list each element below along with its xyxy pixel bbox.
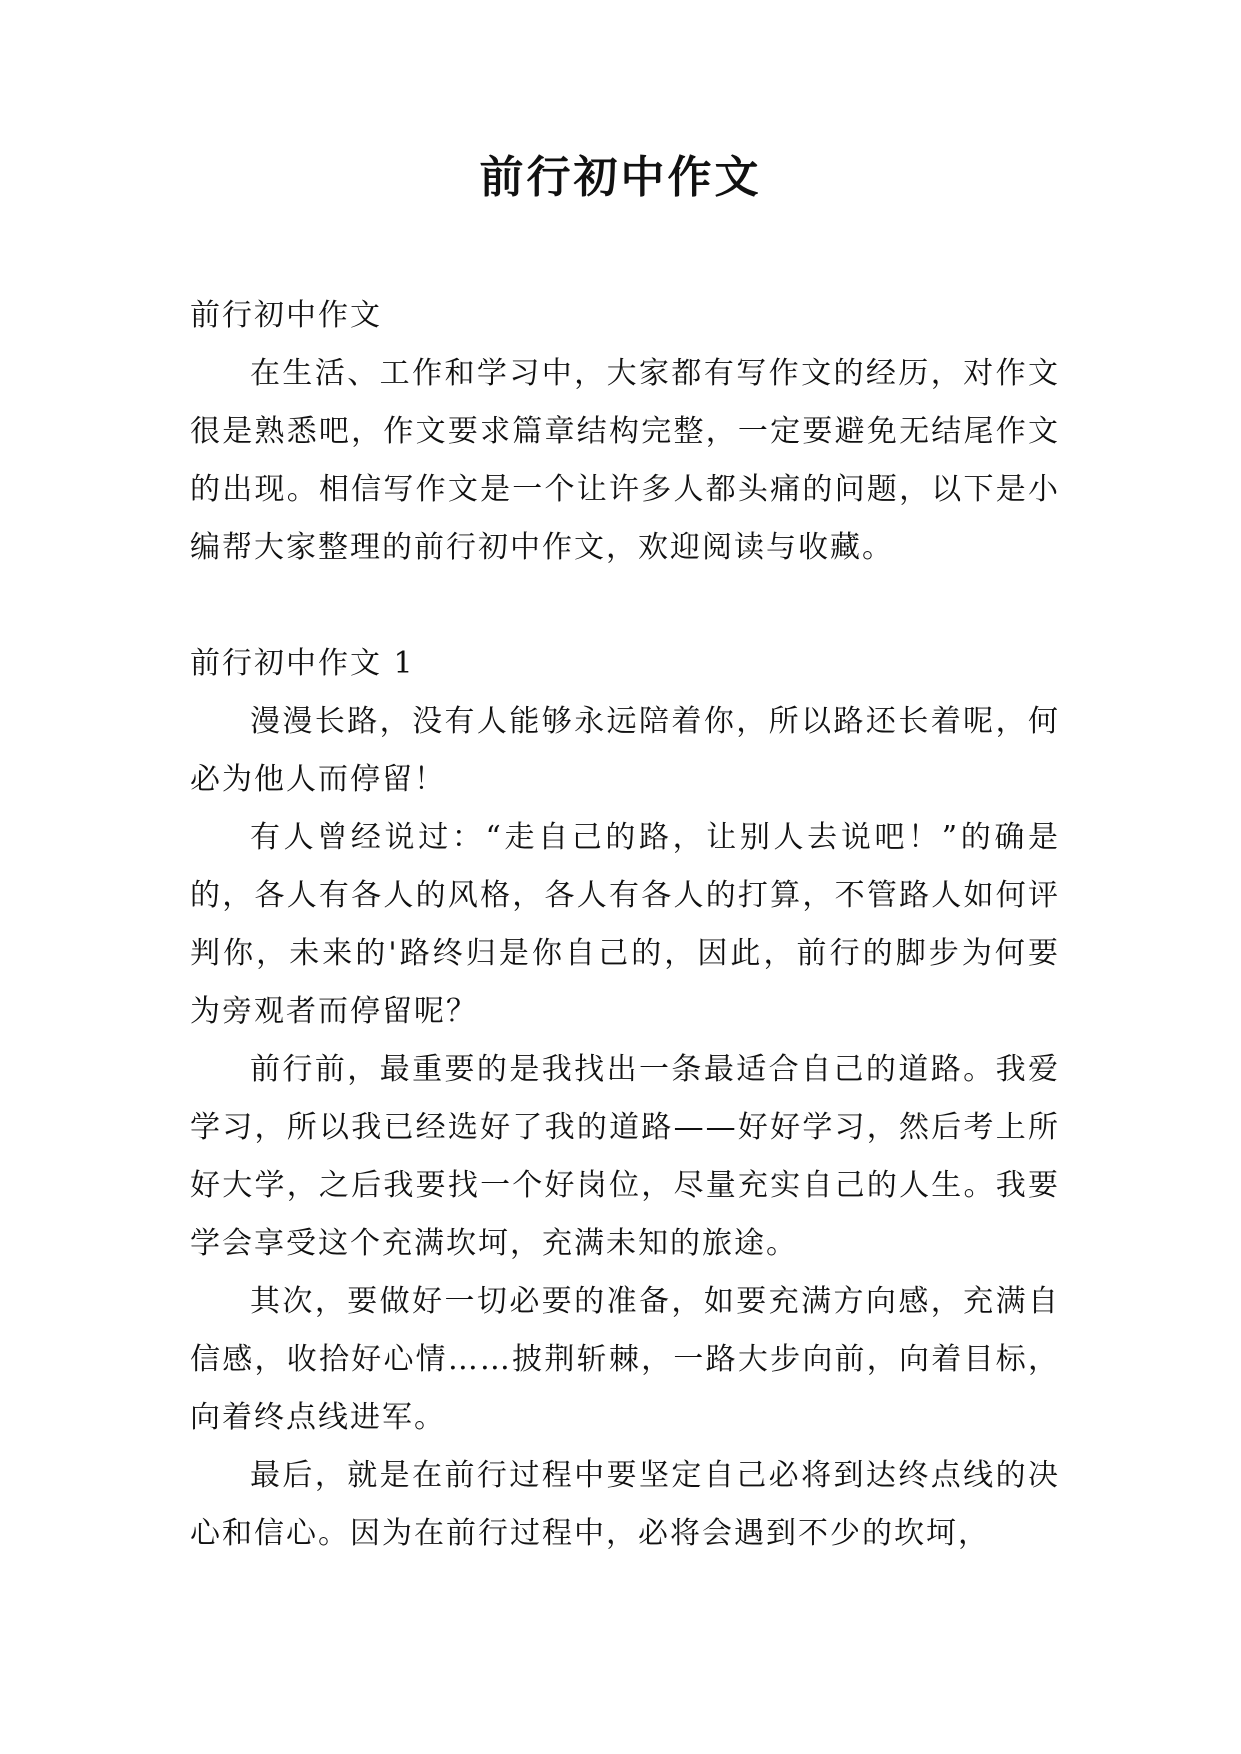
section-spacer [190,577,1060,635]
essay-paragraph-4: 其次，要做好一切必要的准备，如要充满方向感，充满自信感，收拾好心情……披荆斩棘，一路大步向前，向着目标，向着终点线进军。 [190,1284,1060,1435]
document-body [190,287,1060,1563]
essay-paragraph-1: 漫漫长路，没有人能够永远陪着你，所以路还长着呢，何必为他人而停留！ [190,704,1060,797]
essay-paragraph-3: 前行前，最重要的是我找出一条最适合自己的道路。我爱学习，所以我已经选好了我的道路——好好学习，然后考上所好大学，之后我要找一个好岗位，尽量充实自己的人生。我要学会享受这个充满坎坷，充满未知的旅途。 [190,1052,1060,1261]
essay-paragraph-5: 最后，就是在前行过程中要坚定自己必将到达终点线的决心和信心。因为在前行过程中，必将会遇到不少的坎坷， [190,1458,1060,1551]
essay-heading: 前行初中作文 1 [190,646,415,681]
intro-heading: 前行初中作文 [190,298,382,333]
essay-paragraph-2: 有人曾经说过：“走自己的路，让别人去说吧！”的确是的，各人有各人的风格，各人有各人的打算，不管路人如何评判你，未来的'路终归是你自己的，因此，前行的脚步为何要为旁观者而停留呢？ [190,820,1060,1029]
intro-paragraph: 在生活、工作和学习中，大家都有写作文的经历，对作文很是熟悉吧，作文要求篇章结构完整，一定要避免无结尾作文的出现。相信写作文是一个让许多人都头痛的问题，以下是小编帮大家整理的前行初中作文，欢迎阅读与收藏。 [190,356,1060,565]
document-title: 前行初中作文 [479,152,762,203]
